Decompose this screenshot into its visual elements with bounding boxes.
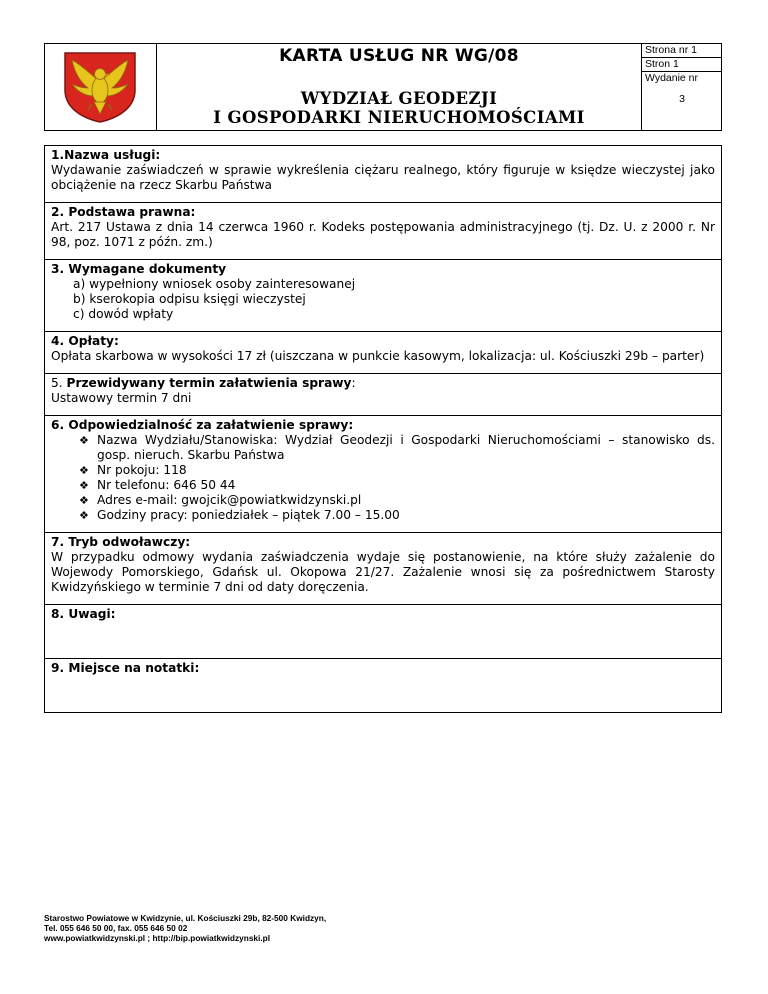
section-processing-time <box>45 374 721 416</box>
header-table <box>44 43 722 131</box>
section-title: 7. Tryb odwoławczy: <box>51 535 191 549</box>
section-title: 3. Wymagane dokumenty <box>51 262 227 276</box>
diamond-bullet-icon: ❖ <box>79 434 89 447</box>
remarks-space <box>51 622 715 649</box>
section-fees <box>45 332 721 374</box>
diamond-bullet-icon: ❖ <box>79 494 89 507</box>
department-line-1: WYDZIAŁ GEODEZJI <box>300 89 498 108</box>
list-item: c) dowód wpłaty <box>73 307 174 321</box>
section-title: 1.Nazwa usługi: <box>51 148 161 162</box>
page-label: Strona nr 1 <box>642 44 722 58</box>
section-title: 6. Odpowiedzialność za załatwienie sprawy: <box>51 418 354 432</box>
section-title: 8. Uwagi: <box>51 607 116 621</box>
section-text: Wydawanie zaświadczeń w sprawie wykreślenia ciężaru realnego, który figuruje w księdze wieczystej jako obciążenie na rzecz Skarbu Państwa <box>51 163 715 192</box>
list-item: b) kserokopia odpisu księgi wieczystej <box>73 292 306 306</box>
diamond-bullet-icon: ❖ <box>79 464 89 477</box>
footer-phone: Tel. 055 646 50 00, fax. 055 646 50 02 <box>44 923 188 933</box>
section-text: Opłata skarbowa w wysokości 17 zł (uiszczana w punkcie kasowym, lokalizacja: ul. Kościuszki 29b – parter) <box>51 349 705 363</box>
section-remarks <box>45 605 721 659</box>
section-legal-basis <box>45 203 721 260</box>
coat-of-arms-logo <box>62 50 138 124</box>
section-title: 4. Opłaty: <box>51 334 119 348</box>
list-item: ❖ Nr pokoju: 118 <box>79 463 187 477</box>
card-title: KARTA USŁUG NR WG/08 <box>279 46 519 66</box>
logo-cell <box>45 44 157 130</box>
diamond-bullet-icon: ❖ <box>79 509 89 522</box>
document-meta-cell <box>642 44 722 130</box>
list-item: ❖ Godziny pracy: poniedziałek – piątek 7.00 – 15.00 <box>79 508 400 522</box>
footer-address: Starostwo Powiatowe w Kwidzynie, ul. Kościuszki 29b, 82-500 Kwidzyn, <box>44 913 327 923</box>
section-service-name <box>45 146 721 203</box>
list-item: ❖ Nazwa Wydziału/Stanowiska: Wydział Geodezji i Gospodarki Nieruchomościami – stanowisko ds. gosp. nieruch. Skarbu Państwa <box>79 433 715 462</box>
section-title: 5. Przewidywany termin załatwienia sprawy: <box>51 376 356 390</box>
section-title: 9. Miejsce na notatki: <box>51 661 200 675</box>
content-table <box>44 145 722 713</box>
section-notes <box>45 659 721 712</box>
title-cell <box>157 44 642 130</box>
section-text: Art. 217 Ustawa z dnia 14 czerwca 1960 r. Kodeks postępowania administracyjnego (tj. Dz. U. z 2000 r. Nr 98, poz. 1071 z późn. zm.) <box>51 220 715 249</box>
notes-space <box>51 676 715 703</box>
diamond-bullet-icon: ❖ <box>79 479 89 492</box>
list-item: ❖ Adres e-mail: gwojcik@powiatkwidzynski.pl <box>79 493 362 507</box>
section-title: 2. Podstawa prawna: <box>51 205 196 219</box>
responsibility-list <box>51 433 715 523</box>
edition-number: 3 <box>679 93 685 105</box>
section-responsibility <box>45 416 721 533</box>
footer <box>44 913 326 943</box>
edition-label: Wydanie nr <box>645 72 699 84</box>
section-text: Ustawowy termin 7 dni <box>51 391 192 405</box>
section-required-documents <box>45 260 721 332</box>
list-item: a) wypełniony wniosek osoby zainteresowanej <box>73 277 356 291</box>
list-item: ❖ Nr telefonu: 646 50 44 <box>79 478 236 492</box>
department-line-2: I GOSPODARKI NIERUCHOMOŚCIAMI <box>213 108 585 127</box>
department-name <box>157 89 641 127</box>
pages-label: Stron 1 <box>642 58 722 72</box>
footer-websites: www.powiatkwidzynski.pl ; http://bip.powiatkwidzynski.pl <box>44 933 271 943</box>
section-text: W przypadku odmowy wydania zaświadczenia wydaje się postanowienie, na które służy zażalenie do Wojewody Pomorskiego, Gdańsk ul. Okopowa 21/27. Zażalenie wnosi się za pośrednictwem Starosty Kwidzyńskiego w terminie 7 dni od daty doręczenia. <box>51 550 715 594</box>
section-appeal <box>45 533 721 605</box>
documents-list <box>51 277 715 322</box>
